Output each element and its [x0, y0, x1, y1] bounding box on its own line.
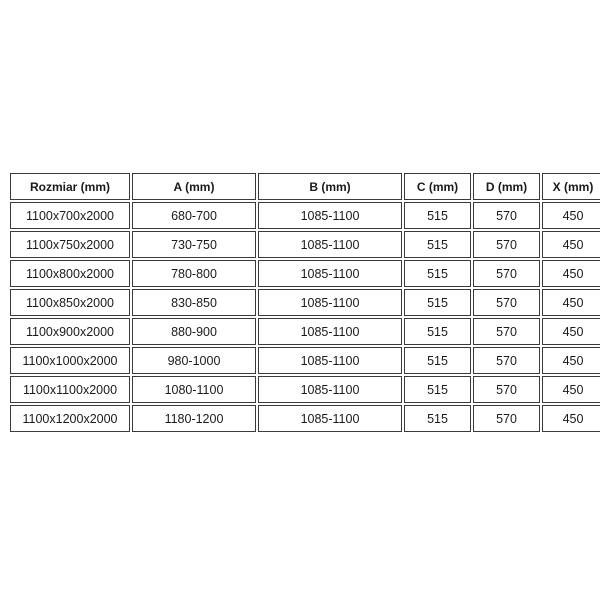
header-rozmiar: Rozmiar (mm) — [10, 173, 130, 200]
cell-b: 1085-1100 — [258, 347, 402, 374]
cell-rozmiar: 1100x1000x2000 — [10, 347, 130, 374]
cell-c: 515 — [404, 347, 471, 374]
cell-x: 450 — [542, 347, 600, 374]
cell-a: 880-900 — [132, 318, 256, 345]
table-row — [10, 202, 600, 229]
cell-a: 730-750 — [132, 231, 256, 258]
cell-d: 570 — [473, 318, 540, 345]
cell-rozmiar: 1100x900x2000 — [10, 318, 130, 345]
cell-c: 515 — [404, 231, 471, 258]
cell-b: 1085-1100 — [258, 202, 402, 229]
cell-c: 515 — [404, 405, 471, 432]
cell-x: 450 — [542, 318, 600, 345]
cell-c: 515 — [404, 376, 471, 403]
cell-a: 1180-1200 — [132, 405, 256, 432]
cell-c: 515 — [404, 202, 471, 229]
cell-d: 570 — [473, 202, 540, 229]
cell-d: 570 — [473, 405, 540, 432]
cell-x: 450 — [542, 231, 600, 258]
table-row — [10, 231, 600, 258]
header-d: D (mm) — [473, 173, 540, 200]
table-row — [10, 347, 600, 374]
table-row — [10, 289, 600, 316]
cell-a: 1080-1100 — [132, 376, 256, 403]
cell-x: 450 — [542, 376, 600, 403]
cell-rozmiar: 1100x850x2000 — [10, 289, 130, 316]
cell-d: 570 — [473, 376, 540, 403]
cell-rozmiar: 1100x1100x2000 — [10, 376, 130, 403]
cell-rozmiar: 1100x700x2000 — [10, 202, 130, 229]
cell-b: 1085-1100 — [258, 405, 402, 432]
cell-d: 570 — [473, 260, 540, 287]
table-row — [10, 318, 600, 345]
cell-rozmiar: 1100x750x2000 — [10, 231, 130, 258]
cell-b: 1085-1100 — [258, 289, 402, 316]
header-a: A (mm) — [132, 173, 256, 200]
table-header-row — [10, 173, 600, 200]
table-row — [10, 260, 600, 287]
header-b: B (mm) — [258, 173, 402, 200]
cell-b: 1085-1100 — [258, 318, 402, 345]
cell-d: 570 — [473, 289, 540, 316]
cell-b: 1085-1100 — [258, 231, 402, 258]
cell-c: 515 — [404, 260, 471, 287]
cell-b: 1085-1100 — [258, 376, 402, 403]
cell-a: 980-1000 — [132, 347, 256, 374]
dimensions-table-container — [8, 171, 592, 434]
cell-x: 450 — [542, 202, 600, 229]
cell-x: 450 — [542, 260, 600, 287]
cell-b: 1085-1100 — [258, 260, 402, 287]
cell-a: 780-800 — [132, 260, 256, 287]
dimensions-table — [8, 171, 600, 434]
table-row — [10, 376, 600, 403]
cell-rozmiar: 1100x1200x2000 — [10, 405, 130, 432]
cell-x: 450 — [542, 289, 600, 316]
cell-rozmiar: 1100x800x2000 — [10, 260, 130, 287]
cell-c: 515 — [404, 318, 471, 345]
header-x: X (mm) — [542, 173, 600, 200]
cell-c: 515 — [404, 289, 471, 316]
cell-d: 570 — [473, 347, 540, 374]
header-c: C (mm) — [404, 173, 471, 200]
cell-d: 570 — [473, 231, 540, 258]
table-row — [10, 405, 600, 432]
cell-a: 830-850 — [132, 289, 256, 316]
cell-a: 680-700 — [132, 202, 256, 229]
cell-x: 450 — [542, 405, 600, 432]
